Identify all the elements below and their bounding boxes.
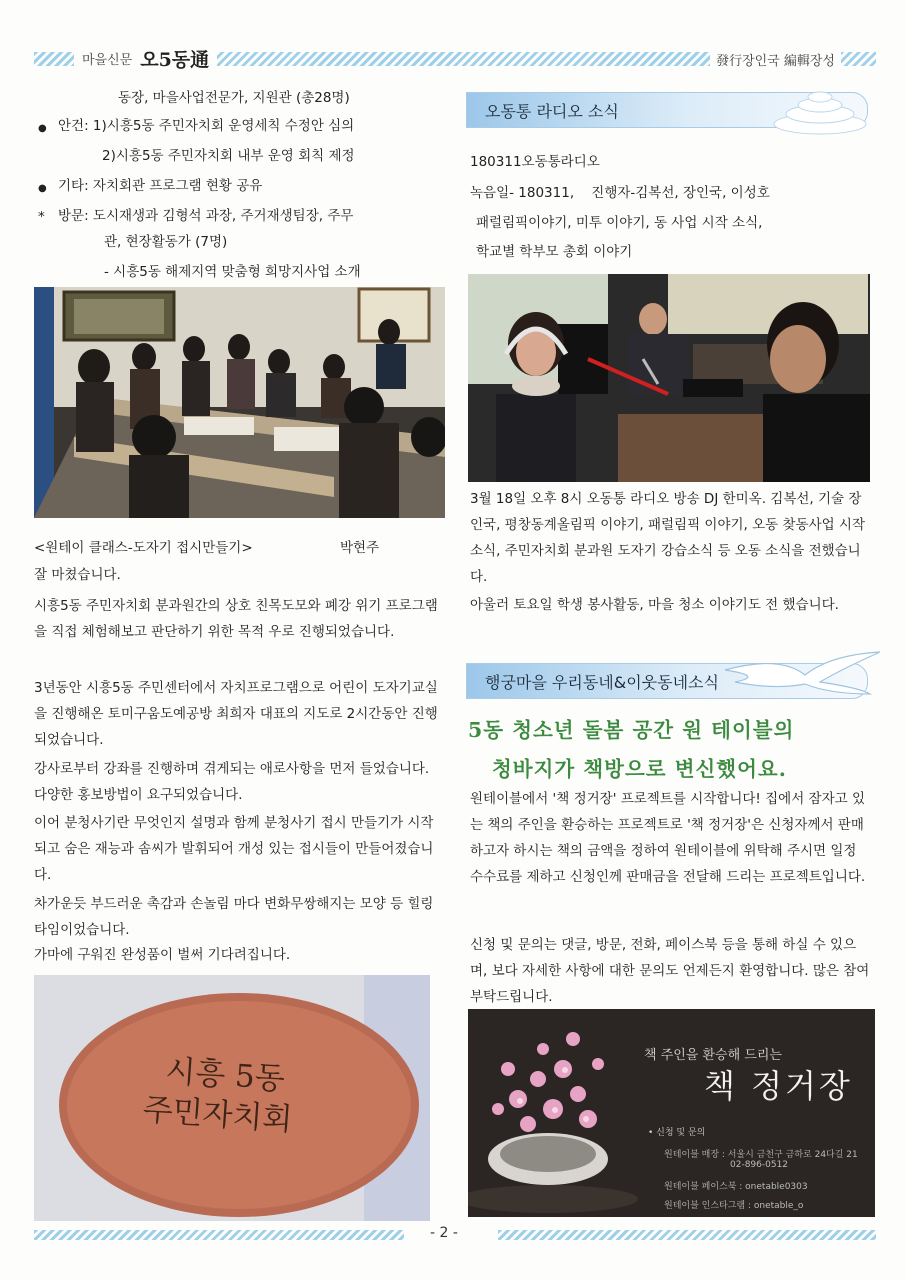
class-para-2: 시흥5동 주민자치회 분과원간의 상호 친목도모와 폐강 위기 프로그램을 직접 체험해보고 판단하기 위한 목적 우로 진행되었습니다. (34, 598, 438, 640)
plate-photo (34, 975, 430, 1221)
plate-text-line-1: 시흥 5동 (164, 1053, 286, 1098)
radio-line-4: 학교별 학부모 총회 이야기 (476, 244, 633, 260)
book-station-poster (468, 1009, 875, 1217)
shell-decoration-icon (770, 84, 870, 136)
village-section-title: 행궁마을 우리동네&이웃동네소식 (485, 672, 719, 692)
class-para-1: 잘 마쳤습니다. (34, 567, 121, 583)
publisher-line: 發行장인국 編輯장성 (710, 50, 841, 69)
village-paragraph-1: 원테이블에서 '책 정거장' 프로젝트를 시작합니다! 집에서 잠자고 있는 책의 주인을 환승하는 프로젝트로 '책 정거장'은 신청자께서 판매하고자 하시는 책의 금액을 정하여 원테이블에 위탁해 주시면 일정 수수료를 제하고 신청인께 판매금을 전달해 드리는 프로젝트입니다. (470, 791, 866, 885)
meeting-attendees: 동장, 마을사업전문가, 지원관 (총28명) (118, 90, 350, 106)
etc-line: 기타: 자치회관 프로그램 현황 공유 (58, 178, 263, 194)
agenda-line-2: 2)시흥5동 주민자치회 내부 운영 회칙 제정 (102, 148, 355, 164)
visit-line-3: - 시흥5동 해제지역 맞춤형 희망지사업 소개 (104, 264, 361, 280)
bullet-etc: ● (38, 183, 47, 194)
radio-paragraph-1: 3월 18일 오후 8시 오동통 라디오 방송 DJ 한미옥. 김복선, 기술 장인국, 평창동계올림픽 이야기, 패럴림픽 이야기, 오동 찾동사업 시작 소식, 주민자치회 분과원 도자기 강습소식 등 오동 소식을 전했습니다. (470, 491, 866, 585)
radio-line-1: 180311오동통라디오 (470, 154, 600, 170)
bullet-visit: * (38, 209, 45, 225)
plate-text-line-2: 주민자치회 (141, 1091, 294, 1139)
radio-paragraph-2: 아울러 토요일 학생 봉사활동, 마을 청소 이야기도 전 했습니다. (470, 597, 839, 613)
class-author: 박현주 (340, 540, 380, 556)
class-para-4: 강사로부터 강좌를 진행하며 겪게되는 애로사항을 먼저 들었습니다. 다양한 홍보방법이 요구되었습니다. (34, 761, 430, 803)
poster-title: 책 정거장 (704, 1067, 853, 1105)
visit-line-1: 방문: 도시재생과 김형석 과장, 주거재생팀장, 주무 (58, 208, 354, 224)
bullet-agenda: ● (38, 123, 47, 134)
class-para-5: 이어 분청사기란 무엇인지 설명과 함께 분청사기 접시 만들기가 시작되고 숨은 재능과 솜씨가 발휘되어 개성 있는 접시들이 만들어졌습니다. (34, 815, 434, 883)
poster-subtitle: 책 주인을 환승해 드리는 (644, 1048, 782, 1063)
poster-info-header: • 신청 및 문의 (648, 1128, 706, 1138)
footer-stripe-right (498, 1230, 876, 1240)
village-headline-line-2: 청바지가 책방으로 변신했어요. (492, 757, 787, 781)
poster-address: 원테이블 매장 : 서울시 금천구 금하로 24다길 21 (664, 1150, 858, 1160)
class-para-7: 가마에 구워진 완성품이 벌써 기다려집니다. (34, 947, 291, 963)
class-para-3: 3년동안 시흥5동 주민센터에서 자치프로그램으로 어린이 도자기교실을 진행해온 토미구움도예공방 최희자 대표의 지도로 2시간동안 진행되었습니다. (34, 680, 438, 748)
radio-studio-photo (468, 274, 870, 482)
agenda-line-1: 안건: 1)시흥5동 주민자치회 운영세칙 수정안 심의 (58, 118, 355, 134)
footer-stripe-left (34, 1230, 404, 1240)
poster-facebook: 원테이블 페이스북 : onetable0303 (664, 1182, 808, 1192)
radio-line-2: 녹음일- 180311, 진행자-김복선, 장인국, 이성호 (470, 185, 770, 201)
newspaper-label: 마을신문 (82, 52, 133, 68)
visit-line-2: 관, 현장활동가 (7명) (104, 234, 228, 250)
village-paragraph-2: 신청 및 문의는 댓글, 방문, 전화, 페이스북 등을 통해 하실 수 있으며, 보다 자세한 사항에 대한 문의도 언제든지 환영합니다. 많은 참여 부탁드립니다. (470, 937, 870, 1005)
radio-line-3: 패럴림픽이야기, 미투 이야기, 동 사업 시작 소식, (476, 215, 763, 231)
poster-instagram: 원테이블 인스타그램 : onetable_o (664, 1201, 804, 1211)
page-number: - 2 - (430, 1225, 458, 1241)
village-headline-line-1: 5동 청소년 돌봄 공간 원 테이블의 (468, 718, 795, 742)
class-title: <원테이 클래스-도자기 접시만들기> (34, 540, 253, 556)
newspaper-name: 오5동通 (140, 48, 210, 71)
class-para-6: 차가운듯 부드러운 촉감과 손놀림 마다 변화무쌍해지는 모양 등 힐링 타임이었습니다. (34, 896, 434, 938)
radio-section-title: 오동통 라디오 소식 (485, 101, 619, 121)
poster-phone: 02-896-0512 (730, 1160, 789, 1170)
meeting-photo (34, 287, 445, 518)
bird-decoration-icon (720, 650, 885, 700)
newspaper-masthead (74, 46, 217, 70)
